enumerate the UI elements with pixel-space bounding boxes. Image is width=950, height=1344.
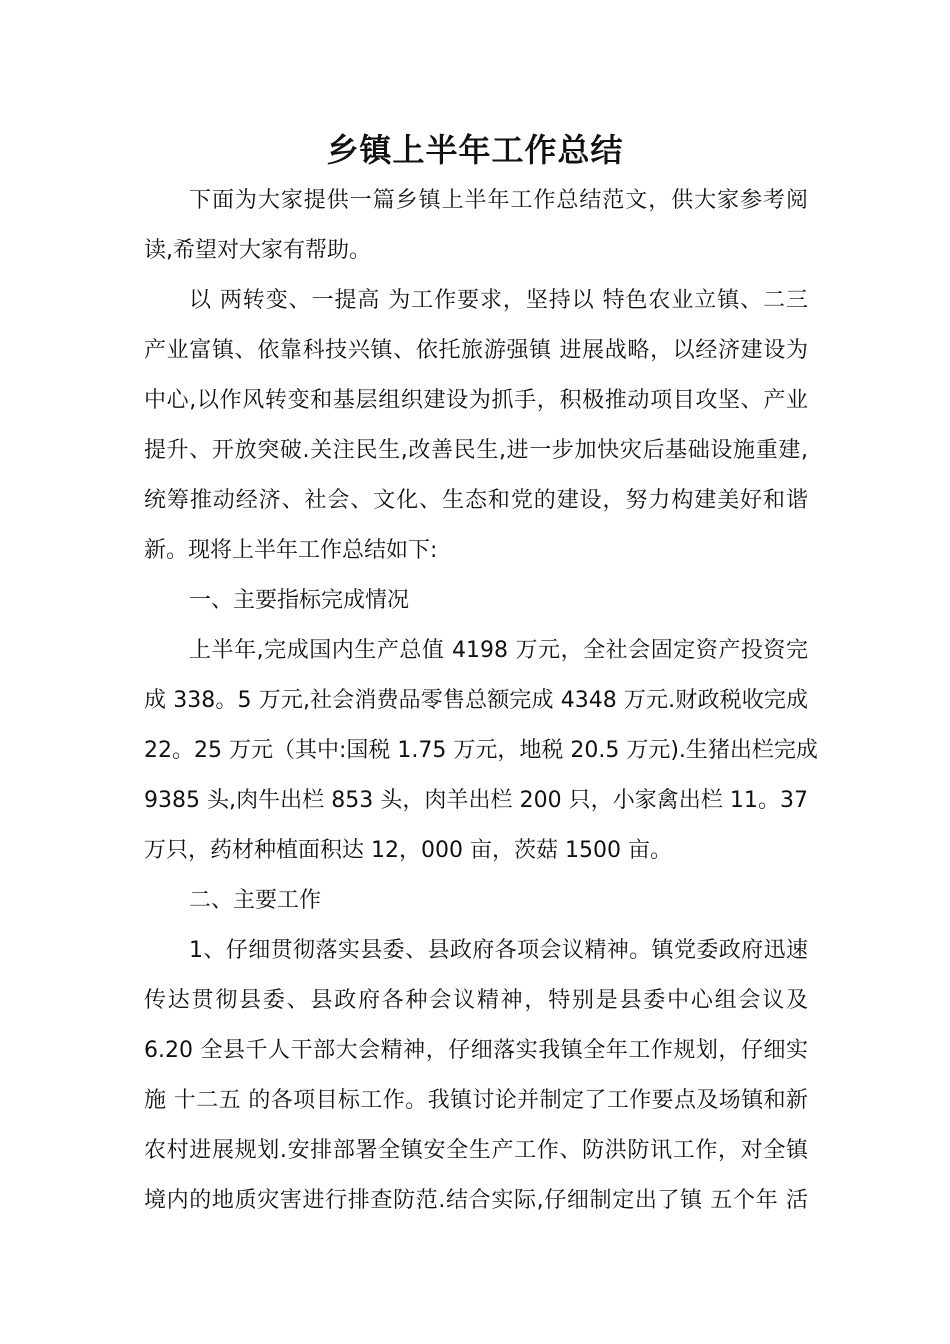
intro-line-2: 读,希望对大家有帮助。 <box>144 238 371 263</box>
paragraph-line: 农村进展规划.安排部署全镇安全生产工作、防洪防讯工作，对全镇 <box>144 1138 808 1163</box>
paragraph-line: 以 两转变、一提高 为工作要求，坚持以 特色农业立镇、二三 <box>189 288 808 313</box>
paragraph-line: 9385 头,肉牛出栏 853 头，肉羊出栏 200 只，小家禽出栏 11。37 <box>144 788 808 813</box>
paragraph-line: 传达贯彻县委、县政府各种会议精神，特别是县委中心组会议及 <box>144 988 808 1013</box>
paragraph-line: 产业富镇、依靠科技兴镇、依托旅游强镇 进展战略，以经济建设为 <box>144 338 808 363</box>
section-heading-main-work: 二、主要工作 <box>189 888 322 913</box>
document-title: 乡镇上半年工作总结 <box>326 131 624 169</box>
intro-line-1: 下面为大家提供一篇乡镇上半年工作总结范文，供大家参考阅 <box>189 188 808 213</box>
section-heading-indicators: 一、主要指标完成情况 <box>189 588 410 613</box>
paragraph-line: 新。现将上半年工作总结如下: <box>144 538 438 563</box>
paragraph-line: 1、仔细贯彻落实县委、县政府各项会议精神。镇党委政府迅速 <box>189 938 808 963</box>
paragraph-line: 万只，药材种植面积达 12，000 亩，茨菇 1500 亩。 <box>144 838 672 863</box>
paragraph-line: 6.20 全县千人干部大会精神，仔细落实我镇全年工作规划，仔细实 <box>144 1038 808 1063</box>
paragraph-line: 成 338。5 万元,社会消费品零售总额完成 4348 万元.财政税收完成 <box>144 688 808 713</box>
paragraph-line: 上半年,完成国内生产总值 4198 万元，全社会固定资产投资完 <box>189 638 808 663</box>
paragraph-line: 22。25 万元（其中:国税 1.75 万元，地税 20.5 万元).生猪出栏完成 <box>144 738 818 763</box>
paragraph-line: 统筹推动经济、社会、文化、生态和党的建设，努力构建美好和谐 <box>144 488 808 513</box>
paragraph-line: 施 十二五 的各项目标工作。我镇讨论并制定了工作要点及场镇和新 <box>144 1088 808 1113</box>
paragraph-line: 提升、开放突破.关注民生,改善民生,进一步加快灾后基础设施重建, <box>144 438 808 463</box>
paragraph-line: 中心,以作风转变和基层组织建设为抓手，积极推动项目攻坚、产业 <box>144 388 808 413</box>
paragraph-line: 境内的地质灾害进行排查防范.结合实际,仔细制定出了镇 五个年 活 <box>144 1188 808 1213</box>
